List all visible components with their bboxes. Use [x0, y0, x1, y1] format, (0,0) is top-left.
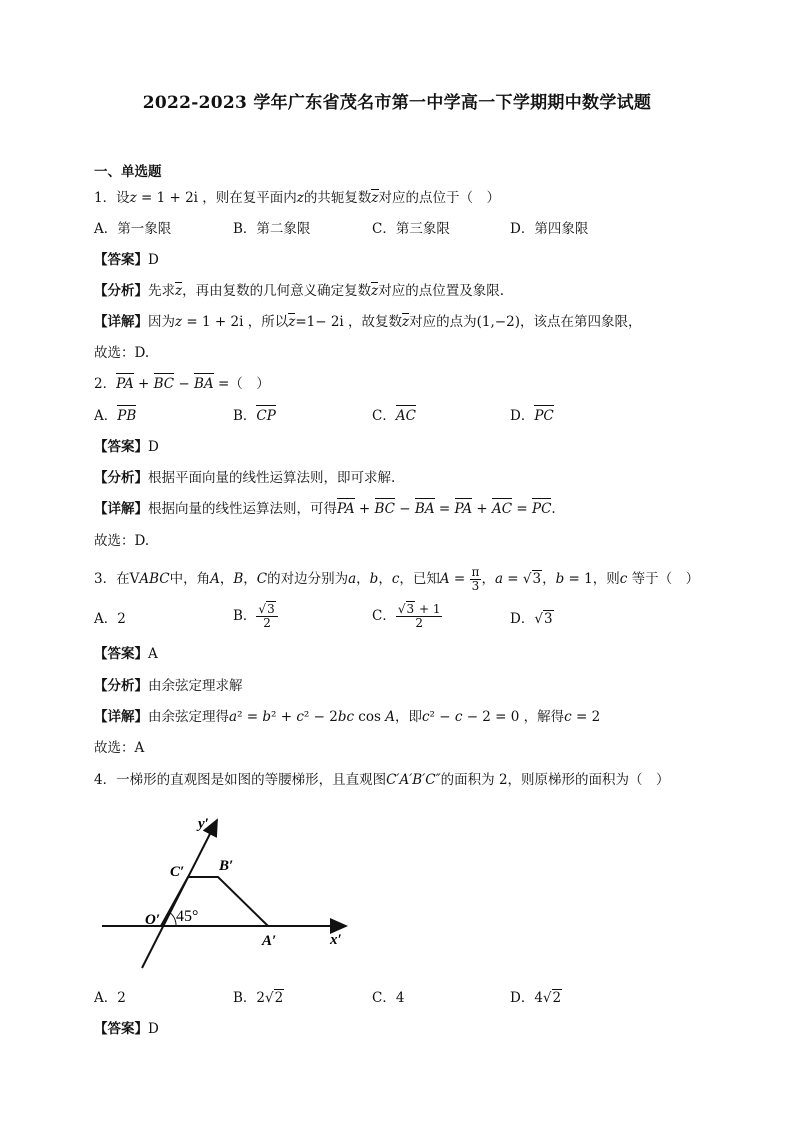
q3-conclusion: 故选：A [94, 740, 145, 756]
q4-option-c: C．4 [372, 990, 405, 1006]
q1-option-a: A．第一象限 [94, 221, 172, 237]
q1-stem: 1．设z = 1 + 2i ，则在复平面内z的共轭复数z对应的点位于（ ） [94, 190, 501, 206]
q4-stem: 4．一梯形的直观图是如图的等腰梯形，且直观图C′A′B′C″的面积为 2，则原梯形的面积为（ ） [94, 772, 670, 788]
q1-analysis: 【分析】先求z，再由复数的几何意义确定复数z对应的点位置及象限. [94, 283, 505, 299]
q2-option-b: B．CP [233, 408, 276, 424]
q2-option-d: D．PC [510, 408, 554, 424]
q3-analysis [94, 677, 243, 695]
q1-option-c: C．第三象限 [372, 221, 450, 237]
trapezoid-figure [96, 808, 356, 973]
label-angle: 45° [176, 908, 199, 925]
q3-option-b: B． $\frac{√3}{2}$ [233, 603, 278, 630]
q3-answer [94, 645, 158, 663]
q2-answer [94, 438, 159, 456]
answer-value: D [148, 439, 159, 455]
document-title: 2022-2023 学年广东省茂名市第一中学高一下学期期中数学试题 [142, 93, 652, 113]
q2-detail: 【详解】根据向量的线性运算法则，可得PA + BC − BA = PA + AC = PC. [94, 501, 556, 517]
q1-conclusion: 故选：D. [94, 345, 150, 361]
q1-detail: 【详解】因为z = 1 + 2i ，所以z=1− 2i ，故复数z对应的点为(1,−2)，该点在第四象限， [94, 314, 642, 330]
q1-answer [94, 251, 159, 269]
answer-tag: 【答案】 [94, 646, 148, 662]
label-y: y′ [198, 816, 209, 832]
label-x: x′ [330, 932, 342, 948]
detail-tag: 【详解】 [94, 709, 148, 725]
detail-tag: 【详解】 [94, 501, 148, 517]
q2-analysis [94, 469, 395, 487]
section-heading: 一、单选题 [94, 164, 162, 180]
q4-option-b: B．2√2 [233, 990, 284, 1006]
q3-option-a: A．2 [94, 611, 126, 627]
detail-tag: 【详解】 [94, 314, 148, 330]
answer-value: D [148, 1021, 159, 1037]
label-a: A′ [262, 933, 277, 949]
analysis-text: 根据平面向量的线性运算法则，即可求解. [148, 470, 396, 486]
answer-value: A [148, 646, 158, 662]
analysis-tag: 【分析】 [94, 678, 148, 694]
analysis-tag: 【分析】 [94, 283, 148, 299]
q2-conclusion: 故选：D. [94, 533, 150, 549]
answer-tag: 【答案】 [94, 1021, 148, 1037]
q4-option-d: D．4√2 [510, 990, 562, 1006]
q4-option-a: A．2 [94, 990, 126, 1006]
analysis-text: 由余弦定理求解 [148, 678, 243, 694]
q2-option-c: C．AC [372, 408, 416, 424]
answer-tag: 【答案】 [94, 252, 148, 268]
q4-answer [94, 1020, 159, 1038]
analysis-tag: 【分析】 [94, 470, 148, 486]
label-o: O′ [145, 912, 161, 928]
q1-option-d: D．第四象限 [510, 221, 589, 237]
q2-stem: 2．PA + BC − BA =（ ） [94, 376, 270, 392]
q1-option-b: B．第二象限 [233, 221, 311, 237]
answer-tag: 【答案】 [94, 439, 148, 455]
q2-option-a: A．PB [94, 408, 137, 424]
q3-stem: 3．在VABC中，角A，B，C的对边分别为a，b，c，已知A = $\frac{\pi}{3}$ ，a = √3，b = 1，则c 等于（ ） [94, 565, 700, 593]
label-b: B′ [219, 858, 234, 874]
answer-value: D [148, 252, 159, 268]
q3-detail: 【详解】由余弦定理得a² = b² + c² − 2bc cos A，即c² − c − 2 = 0 ，解得c = 2 [94, 709, 601, 725]
label-c: C′ [170, 864, 185, 880]
q3-option-c: C． $\frac{√3 + 1}{2}$ [372, 602, 441, 630]
q3-option-d: D．√3 [510, 611, 553, 627]
